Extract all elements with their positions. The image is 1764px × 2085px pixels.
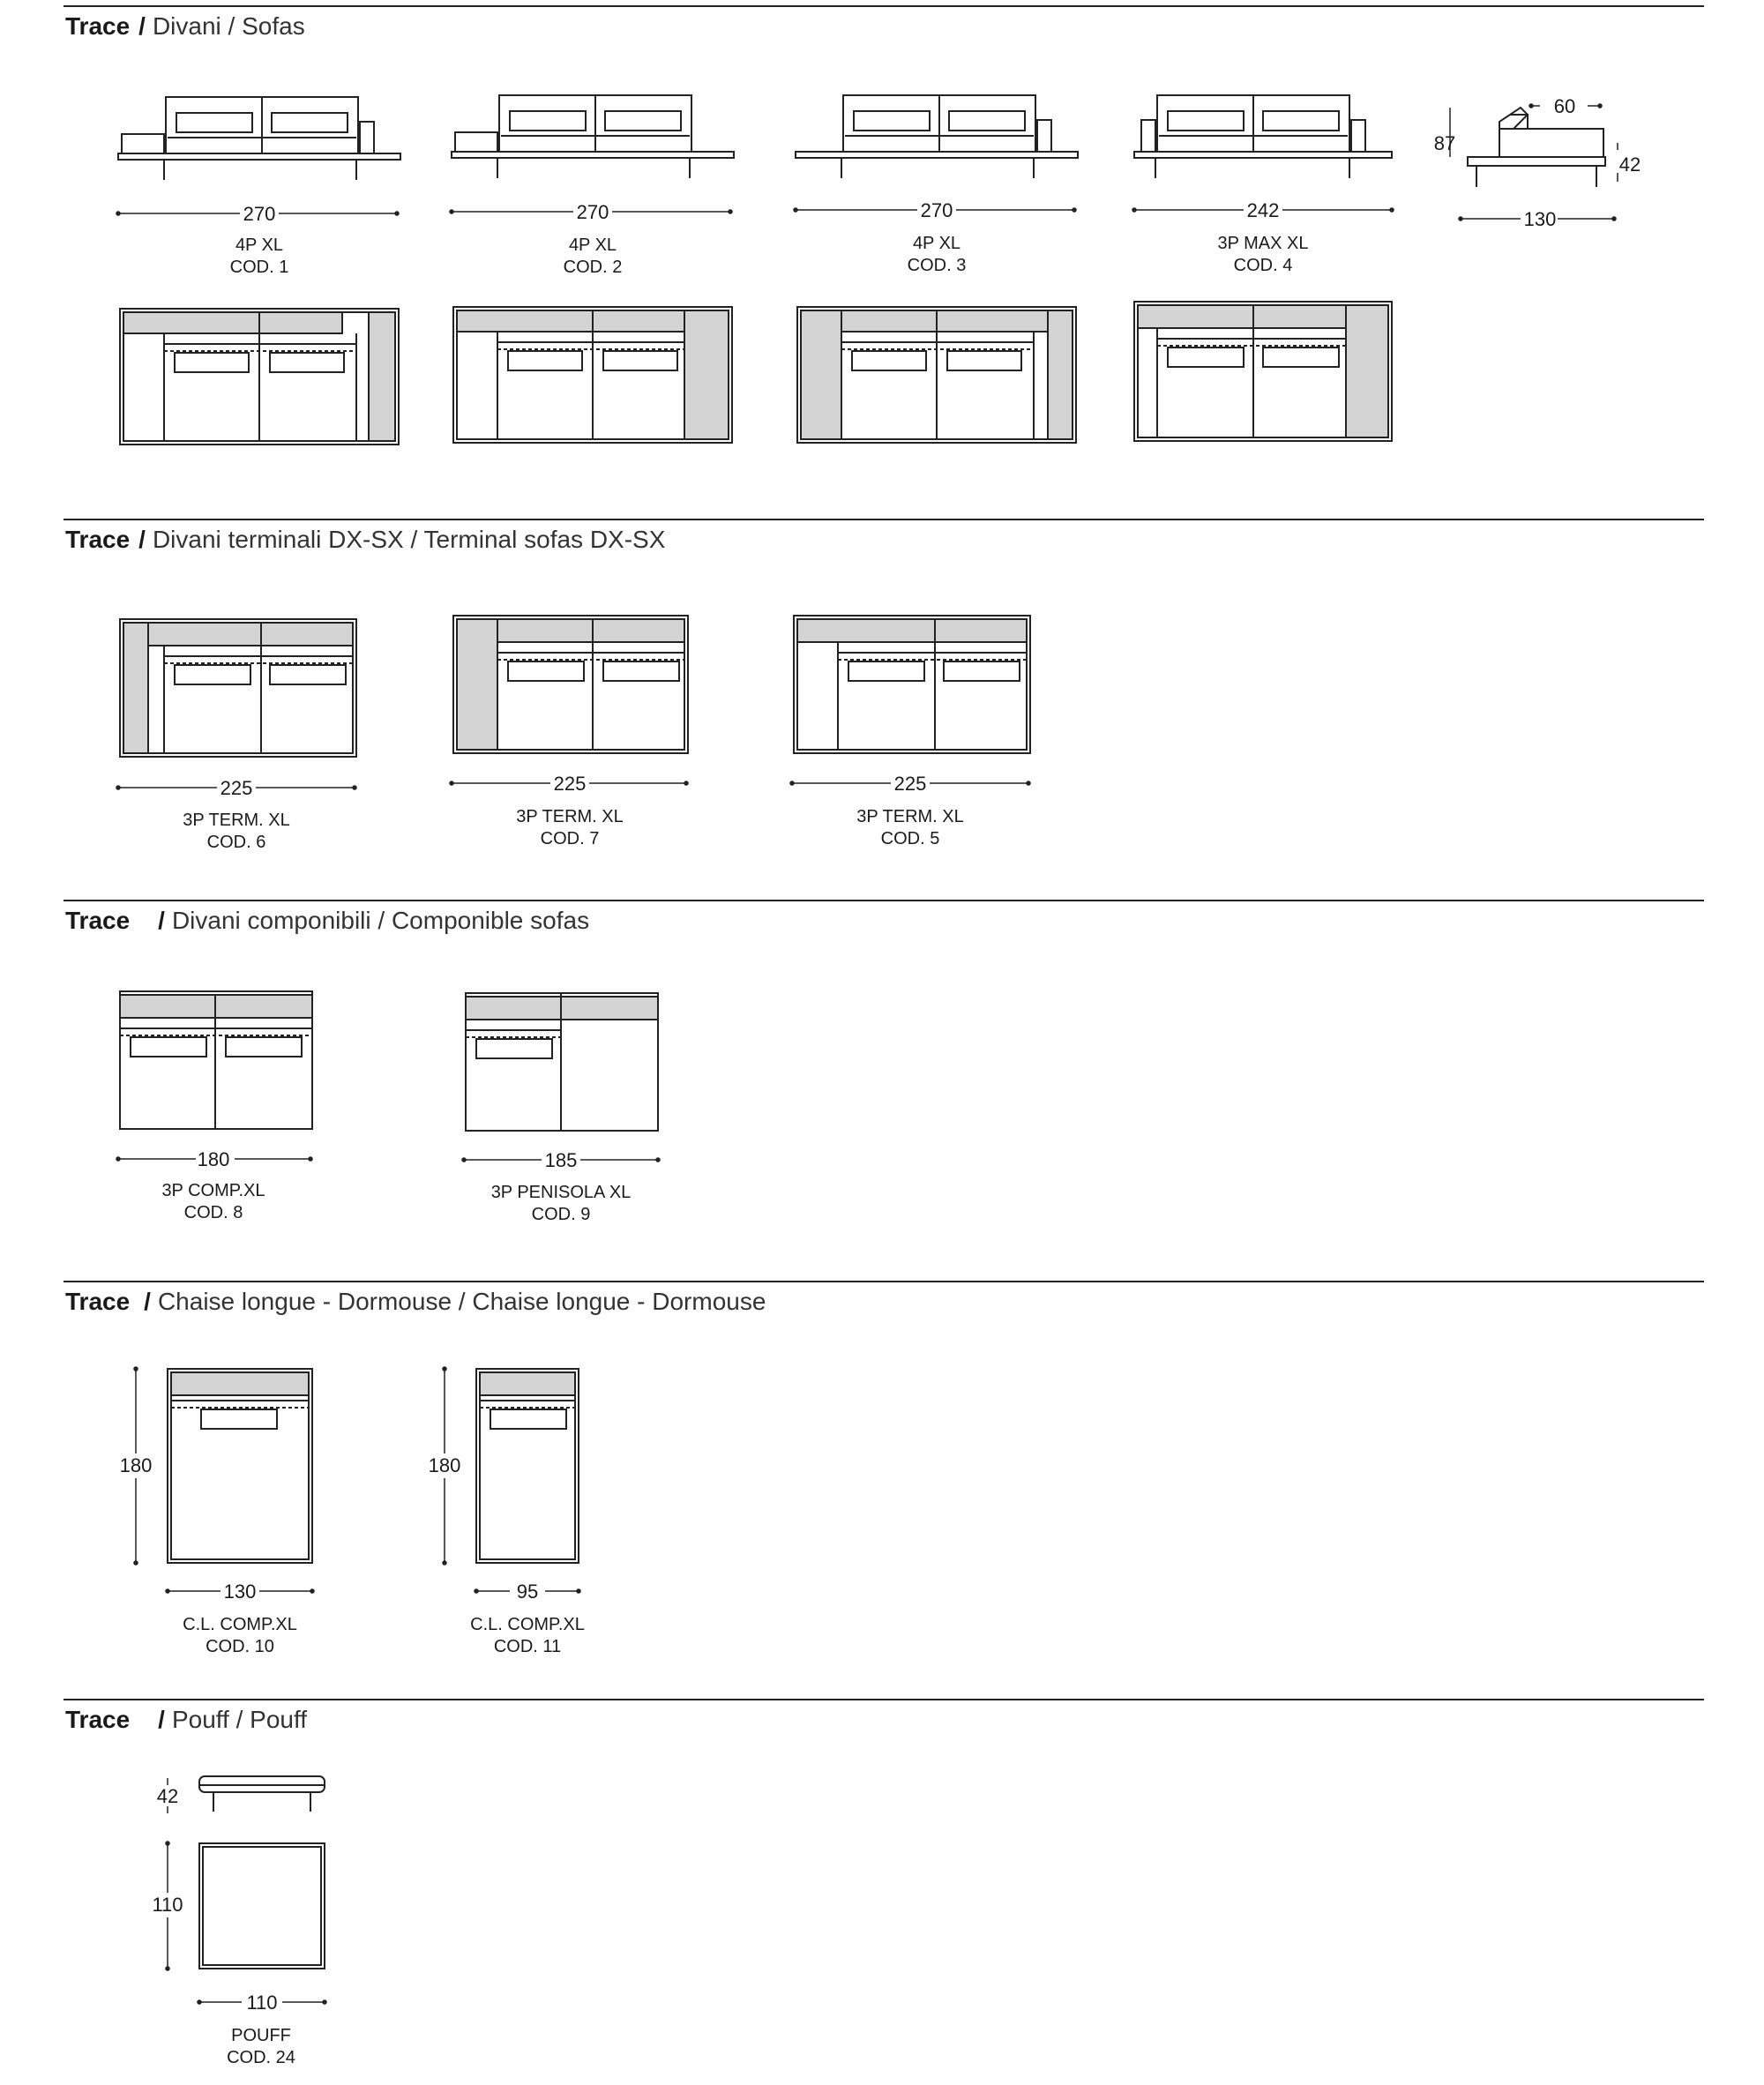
section-divider [64,1699,1704,1700]
dimension-value: 270 [920,199,953,221]
dimension-value: 225 [220,777,253,799]
height-value: 87 [1433,132,1456,154]
product-code: COD. 4 [1233,256,1293,275]
section-title: Divani componibili / Componible sofas [171,907,590,934]
dimension-value: 95 [516,1581,539,1603]
product-modular-cod8 [118,990,330,1237]
dimension-value: 225 [553,773,587,795]
product-name: C.L. COMP.XL [183,1615,297,1634]
section-divider [64,900,1704,901]
product-code: COD. 9 [531,1205,591,1224]
brand-name: Trace [65,1706,131,1733]
product-label [457,1614,598,1658]
product-name: C.L. COMP.XL [470,1615,585,1634]
dimension-value: 130 [223,1581,257,1603]
dimension-value: 270 [243,203,276,225]
product-label [473,1182,649,1226]
brand-name: Trace [65,12,131,40]
pouf-drawing [150,1769,362,2069]
product-code: COD. 1 [229,258,289,277]
dimension-value: 242 [1246,199,1280,221]
section-title: Pouff / Pouff [171,1706,308,1733]
product-terminal-cod5 [792,614,1039,861]
dimension-value: 180 [197,1148,230,1170]
product-chaise-cod11 [425,1365,637,1665]
section-heading-modular [65,907,589,935]
product-code: COD. 6 [206,833,266,852]
slash-separator: / [158,1706,165,1733]
slash-separator: / [158,907,165,934]
product-label [169,1614,310,1658]
section-heading-pouf [65,1706,307,1734]
depth-value: 130 [1523,208,1557,230]
section-heading-chaise [65,1288,766,1316]
product-label [191,2025,332,2069]
product-label [189,235,330,279]
product-label [866,233,1007,277]
product-code: COD. 2 [563,258,623,277]
dimension-value: 270 [576,201,609,223]
product-name: 4P XL [235,235,284,255]
seat-height-value: 42 [1618,153,1641,176]
product-code: COD. 3 [907,256,967,275]
length-value: 180 [428,1454,461,1476]
product-terminal-cod7 [452,614,699,861]
product-name: 3P PENISOLA XL [490,1183,632,1202]
section-heading-terminal [65,526,665,554]
product-code: COD. 10 [206,1637,274,1656]
product-label [143,1180,284,1224]
brand-name: Trace [65,526,131,553]
product-name: 4P XL [568,235,617,255]
slash-separator: / [144,1288,151,1315]
dimension-value: 110 [246,1992,278,2014]
slash-separator: / [138,12,146,40]
product-name: POUFF [231,2026,291,2045]
section-heading-sofas [65,12,305,41]
length-value: 180 [119,1454,153,1476]
brand-name: Trace [65,907,131,934]
product-name: 3P TERM. XL [183,811,290,830]
product-modular-cod9 [464,991,676,1238]
section-divider [64,5,1704,7]
product-sofa-cod1 [118,88,409,459]
product-sofa-cod2 [452,86,743,457]
section-title: Divani terminali DX-SX / Terminal sofas DX-SX [152,526,666,553]
section-divider [64,1281,1704,1282]
brand-name: Trace [65,1288,131,1315]
product-name: 4P XL [912,234,961,253]
product-code: COD. 7 [540,829,600,848]
product-code: COD. 11 [493,1637,562,1656]
product-sofa-cod3 [796,86,1087,457]
product-label [1175,233,1351,277]
product-label [840,806,981,850]
product-name: 3P COMP.XL [161,1181,265,1200]
seat-depth-value: 60 [1553,95,1576,117]
dimension-value: 225 [893,773,927,795]
product-name: 3P TERM. XL [516,807,624,826]
product-name: 3P TERM. XL [856,807,964,826]
product-name: 3P MAX XL [1217,234,1309,253]
side-view-drawing [1429,88,1649,238]
section-title: Divani / Sofas [152,12,305,40]
section-title: Chaise longue - Dormouse / Chaise longue - Dormouse [157,1288,766,1315]
product-code: COD. 5 [880,829,940,848]
product-code: COD. 24 [227,2048,295,2067]
product-sofa-cod4 [1134,86,1425,457]
product-pouf-cod24 [150,1769,362,2069]
product-code: COD. 8 [183,1203,243,1222]
section-divider [64,519,1704,520]
product-chaise-cod10 [116,1365,328,1665]
product-label [522,235,663,279]
height-value: 42 [156,1785,179,1807]
dimension-value: 185 [544,1149,578,1171]
product-label [499,806,640,850]
depth-value: 110 [152,1894,183,1916]
sofa-side-elevation [1429,88,1649,238]
product-label [166,810,307,854]
product-terminal-cod6 [118,617,365,864]
slash-separator: / [138,526,146,553]
